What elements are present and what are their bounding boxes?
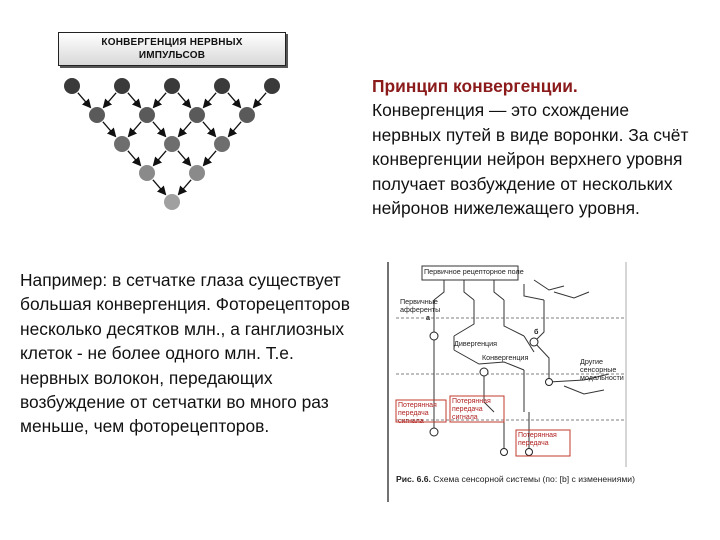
scheme-label-convergence: Конвергенция bbox=[482, 353, 529, 362]
convergence-arrow bbox=[254, 93, 267, 108]
scheme-caption-text: Схема сенсорной системы (по: [b] с изменениями) bbox=[433, 474, 635, 484]
convergence-arrow bbox=[104, 93, 117, 108]
convergence-figure bbox=[52, 28, 302, 213]
scheme-label-primary-afferents: Первичные афференты bbox=[400, 297, 441, 314]
neuron-level-3 bbox=[214, 136, 230, 152]
scheme-red-label-left: Потерянная передача сигнала bbox=[398, 402, 437, 425]
neuron-level-3 bbox=[164, 136, 180, 152]
convergence-arrow bbox=[154, 151, 167, 166]
neuron-level-5 bbox=[164, 194, 180, 210]
neuron-level-3 bbox=[114, 136, 130, 152]
convergence-arrow bbox=[204, 93, 217, 108]
convergence-arrow bbox=[153, 122, 166, 137]
convergence-arrow bbox=[179, 180, 192, 195]
scheme-label-divergence: Дивергенция bbox=[454, 339, 498, 348]
neuron-level-2 bbox=[189, 107, 205, 123]
convergence-title-line2: ИМПУЛЬСОВ bbox=[138, 50, 206, 61]
neuron-level-2 bbox=[89, 107, 105, 123]
principle-body: Конвергенция — это схождение нервных путей в виде воронки. За счёт конвергенции нейрон верхнего уровня получает возбуждение от нескольких нейронов нижележащего уровня. bbox=[372, 100, 689, 219]
scheme-label-receptive-field: Первичное рецепторное поле bbox=[424, 267, 524, 276]
convergence-arrow bbox=[128, 93, 141, 108]
scheme-label-a: а bbox=[426, 313, 430, 322]
convergence-arrow bbox=[154, 93, 167, 108]
convergence-arrow bbox=[129, 122, 142, 137]
neuron-level-2 bbox=[239, 107, 255, 123]
scheme-label-b: б bbox=[534, 327, 539, 336]
convergence-arrow bbox=[153, 180, 166, 195]
convergence-arrow bbox=[103, 122, 116, 137]
neuron-level-1 bbox=[214, 78, 230, 94]
scheme-caption-number: Рис. 6.6. bbox=[396, 474, 431, 484]
sensory-scheme-figure bbox=[384, 262, 640, 507]
example-text-block: Например: в сетчатке глаза существует большая конвергенция. Фоторецепторов несколько десятков млн., а ганглиозных клеток - не более одного млн. Т.е. нервных волокон, передающих возбуждение от сетчатки во много раз меньше, чем фоторецепторов. bbox=[20, 270, 350, 437]
neuron-level-4 bbox=[139, 165, 155, 181]
convergence-arrow bbox=[204, 151, 217, 166]
convergence-arrow bbox=[128, 151, 141, 166]
neuron-level-1 bbox=[264, 78, 280, 94]
neuron-level-1 bbox=[164, 78, 180, 94]
convergence-arrow bbox=[228, 93, 241, 108]
convergence-arrow bbox=[203, 122, 216, 137]
convergence-arrow bbox=[178, 93, 191, 108]
neuron-level-1 bbox=[114, 78, 130, 94]
scheme-caption bbox=[396, 474, 636, 484]
convergence-arrow bbox=[179, 122, 192, 137]
neuron-level-1 bbox=[64, 78, 80, 94]
scheme-label-other-modalities: Другие сенсорные модальности bbox=[580, 357, 624, 382]
convergence-arrow bbox=[178, 151, 191, 166]
neuron-level-4 bbox=[189, 165, 205, 181]
convergence-title-line1: КОНВЕРГЕНЦИЯ НЕРВНЫХ bbox=[101, 37, 243, 48]
convergence-pyramid-diagram bbox=[52, 28, 302, 213]
principle-heading: Принцип конвергенции. bbox=[372, 76, 578, 96]
scheme-red-label-mid: Потерянная передача сигнала bbox=[452, 398, 491, 421]
principle-text-block bbox=[372, 74, 702, 220]
convergence-arrow bbox=[229, 122, 242, 137]
scheme-red-label-bottom: Потерянная передача bbox=[518, 432, 557, 447]
convergence-arrow bbox=[78, 93, 91, 108]
neuron-level-2 bbox=[139, 107, 155, 123]
